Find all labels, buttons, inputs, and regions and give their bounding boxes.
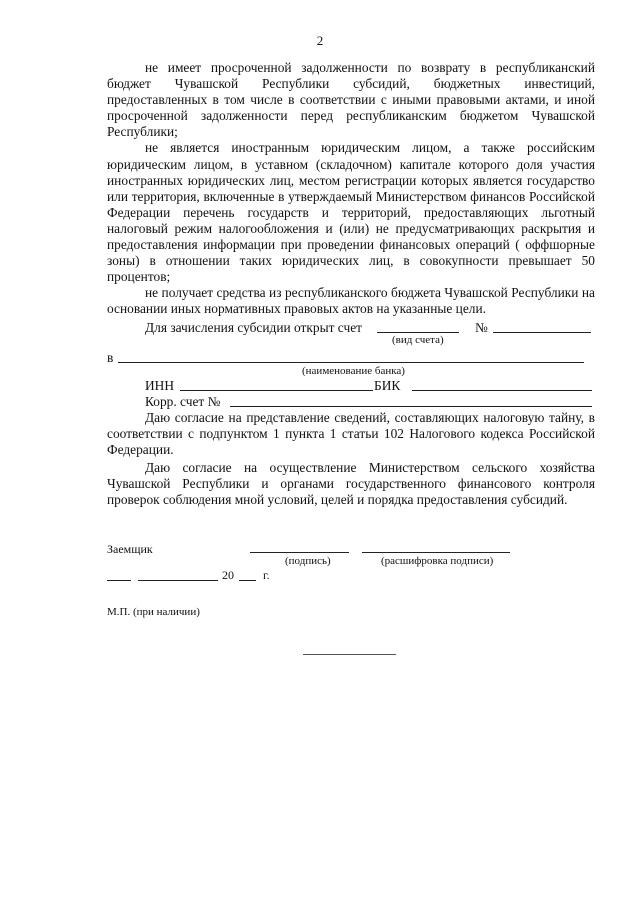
account-number-sign: № <box>475 320 488 335</box>
year-suffix: г. <box>263 568 270 582</box>
bank-prefix: в <box>107 350 114 365</box>
date-day-field[interactable] <box>107 580 131 581</box>
stamp-label: М.П. (при наличии) <box>107 606 200 618</box>
bank-name-caption: (наименование банка) <box>302 365 405 377</box>
borrower-label: Заемщик <box>107 542 153 556</box>
signature-caption: (подпись) <box>285 555 331 567</box>
bik-label: БИК <box>374 378 401 393</box>
account-number-field[interactable] <box>493 332 591 333</box>
account-label: Для зачисления субсидии открыт счет <box>145 320 363 335</box>
corr-account-field[interactable] <box>230 406 592 407</box>
condition-no-overdue-debt: не имеет просроченной задолженности по возврату в республиканский бюджет Чувашской Республики субсидий, бюджетных инвестиций, предоставленных в том числе в соответствии с иными правовыми актами, и иной просроченной задолженности перед республиканским бюджетом Чувашской Республики; <box>107 60 595 140</box>
condition-not-foreign-entity: не является иностранным юридическим лицом, а также российским юридическим лицом, в уставном (складочном) капитале которого доля участия иностранных юридических лиц, местом регистрации которых является государство или территория, включенные в утверждаемый Министерством финансов Российской Федерации перечень государств и территорий, предоставляющих льготный налоговый режим налогообложения и (или) не предусматривающих раскрытия и предоставления информации при проведении финансовых операций ( оффшорные зоны) в отношении таких юридических лиц, в совокупности превышает 50 процентов; <box>107 140 595 285</box>
year-prefix: 20 <box>222 568 234 582</box>
account-type-caption: (вид счета) <box>392 334 444 346</box>
consent-tax-secret: Даю согласие на представление сведений, составляющих налоговую тайну, в соответствии с подпунктом 1 пункта 1 статьи 102 Налогового кодекса Российской Федерации. <box>107 410 595 458</box>
bank-name-field[interactable] <box>118 362 584 363</box>
inn-field[interactable] <box>180 390 373 391</box>
corr-account-label: Корр. счет № <box>145 394 221 409</box>
signature-field[interactable] <box>250 552 349 553</box>
account-type-field[interactable] <box>377 332 459 333</box>
date-month-field[interactable] <box>138 580 218 581</box>
consents <box>107 410 595 509</box>
end-separator <box>303 654 396 655</box>
inn-label: ИНН <box>145 378 175 393</box>
page-number: 2 <box>316 33 324 48</box>
body-text <box>107 60 595 318</box>
signature-decode-field[interactable] <box>362 552 510 553</box>
decode-caption: (расшифровка подписи) <box>381 555 494 567</box>
bik-field[interactable] <box>412 390 592 391</box>
consent-inspections: Даю согласие на осуществление Министерством сельского хозяйства Чувашской Республики и органами государственного финансового контроля проверок соблюдения мной условий, целей и порядка предоставления субсидий. <box>107 460 595 508</box>
date-year-field[interactable] <box>239 580 256 581</box>
condition-no-other-funds: не получает средства из республиканского бюджета Чувашской Республики на основании иных нормативных правовых актов на указанные цели. <box>107 285 595 317</box>
